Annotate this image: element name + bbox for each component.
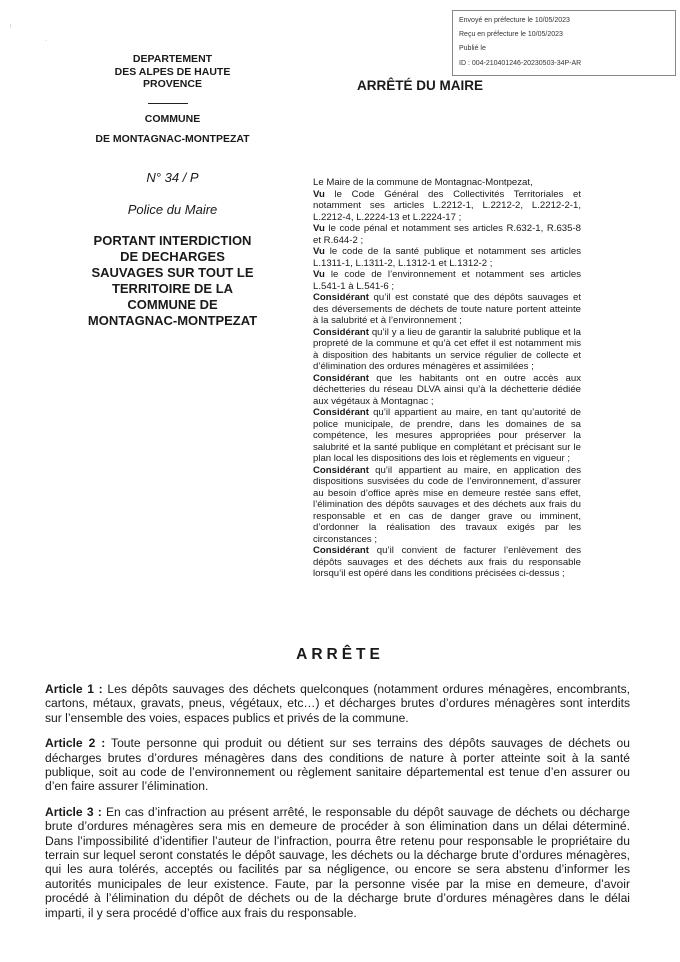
preamble-item — [313, 545, 581, 580]
subject-line: TERRITOIRE DE LA — [111, 281, 234, 296]
preamble-item — [313, 327, 581, 373]
preamble-item — [313, 189, 581, 224]
preamble-item — [313, 269, 581, 292]
item-lead: Considérant — [313, 464, 369, 476]
item-text: le Code Général des Collectivités Territoriales et notamment ses articles L.2212-1, L.2212-2, L.2212-2-1, L.2212-4, L.2224-13 et L.2224-17 ; — [313, 188, 581, 223]
article-label: Article 2 : — [45, 736, 106, 751]
article-text: En cas d’infraction au présent arrêté, le responsable du dépôt sauvage de déchets ou décharge brute d’ordures ménagères sera mis en demeure de procéder à son élimination dans un délai déterminé. Dans l’impossibilité d’identifier l’auteur de l’infraction, pourra être retenu pour responsable le propriétaire du terrain sur lequel seront constatés le dépôt sauvage, les déchets ou la décharge brute d’ordures ménagères, qui les aura tolérés, acceptés ou facilités par sa négligence, ou encore se sera abstenu d’informer les autorités municipales de leur existence. Faute, par la personne visée par la mise en demeure, d’avoir procédé à l’élimination du dépôt de déchets ou de la décharge brute d’ordures ménagères dans le délai imparti, il y sera procédé d’office aux frais du responsable. — [45, 804, 630, 920]
stamp-received: Reçu en préfecture le 10/05/2023 — [459, 31, 563, 38]
scan-speck: ˡ — [10, 25, 11, 31]
divider — [148, 103, 188, 104]
item-lead: Considérant — [313, 326, 369, 338]
item-text: que les habitants ont en outre accès aux déchetteries du réseau DLVA ainsi qu’à la déchetterie dédiée aux végétaux à Montagnac ; — [313, 372, 581, 407]
prefecture-stamp — [452, 10, 676, 76]
item-lead: Vu — [313, 188, 325, 200]
subject-line: DE DECHARGES — [120, 249, 225, 264]
item-text: qu’il appartient au maire, en application des dispositions susvisées du code de l’environnement, d’assurer au besoin d’office après mise en demeure restée sans effet, l’élimination des dépôts sauvages et des déchets aux frais du responsable et en cas de danger grave ou imminent, d’ordonner la réalisation des travaux exigés par les circonstances ; — [313, 464, 581, 545]
preamble-item — [313, 465, 581, 546]
article-text: Toute personne qui produit ou détient sur ses terrains des dépôts sauvages de déchets ou décharges brutes d’ordures ménagères dans des conditions de nature à porter atteinte soit à la santé publique, soit au code de l’environnement ou règlement sanitaire départemental est tenue d’en assurer ou d’en faire assurer l’élimination. — [45, 736, 630, 794]
stamp-sent: Envoyé en préfecture le 10/05/2023 — [459, 17, 570, 24]
preamble-item — [313, 292, 581, 327]
item-text: qu’il convient de facturer l’enlèvement des dépôts sauvages et des déchets aux frais du responsable lorsqu’il est opéré dans les conditions précisées ci-dessus ; — [313, 545, 581, 579]
article — [45, 682, 630, 725]
item-lead: Considérant — [313, 545, 369, 556]
stamp-id: ID : 004-210401246-20230503-34P-AR — [459, 60, 582, 67]
department-line: PROVENCE — [143, 78, 202, 90]
decree-number: N° 34 / P — [146, 170, 199, 185]
preamble-intro: Le Maire de la commune de Montagnac-Montpezat, — [313, 177, 533, 188]
preamble-item — [313, 223, 581, 246]
item-lead: Vu — [313, 223, 325, 234]
subject-line: SAUVAGES SUR TOUT LE — [91, 265, 254, 280]
article-text: Les dépôts sauvages des déchets quelconques (notamment ordures ménagères, encombrants, cartons, métaux, gravats, pneus, végétaux, etc…) et décharges brutes d’ordures ménagères sont interdits sur l’ensemble des voies, espaces publics et privés de la commune. — [45, 682, 630, 725]
item-text: qu’il est constaté que des dépôts sauvages et des déversements de déchets de toute nature portent atteinte à la salubrité et à l’environnement ; — [313, 292, 581, 326]
item-text: qu’il appartient au maire, en tant qu’autorité de police municipale, de prendre, dans les domaines de sa compétence, les mesures appropriées pour préserver la salubrité et la santé publique en complétant et précisant sur le plan local les dispositions des lois et règlements en vigueur ; — [313, 407, 581, 464]
subject-line: PORTANT INTERDICTION — [93, 233, 252, 248]
item-text: le code de la santé publique et notamment ses articles L.1311-1, L.1311-2, L.1312-1 et L.1312-2 ; — [313, 246, 581, 269]
department-line: DEPARTEMENT — [132, 53, 213, 65]
item-lead: Considérant — [313, 407, 369, 418]
item-text: qu’il y a lieu de garantir la salubrité publique et la propreté de la commune et qu’à cet effet il est notamment mis à disposition des habitants un service régulier de collecte et d’élimination des ordures ménagères et assimilées ; — [313, 326, 581, 372]
item-lead: Considérant — [313, 292, 369, 303]
subject-line: COMMUNE DE — [127, 297, 218, 312]
department-heading — [60, 53, 285, 91]
article-label: Article 3 : — [45, 804, 102, 819]
commune-name: DE MONTAGNAC-MONTPEZAT — [95, 133, 250, 145]
preamble-item — [313, 373, 581, 408]
article — [45, 736, 630, 794]
item-lead: Vu — [313, 269, 325, 280]
preamble-item — [313, 246, 581, 269]
item-text: le code de l’environnement et notamment ses articles L.541-1 à L.541-6 ; — [313, 269, 581, 292]
preamble-item — [313, 407, 581, 465]
item-lead: Considérant — [313, 372, 369, 384]
commune-label: COMMUNE — [144, 113, 201, 125]
page-title: ARRÊTÉ DU MAIRE — [356, 78, 483, 93]
item-lead: Vu — [313, 246, 325, 257]
articles — [45, 682, 630, 931]
decree-subject — [60, 233, 285, 329]
item-text: le code pénal et notamment ses articles R.632-1, R.635-8 et R.644-2 ; — [313, 223, 581, 246]
department-line: DES ALPES DE HAUTE — [114, 65, 231, 78]
preamble — [313, 177, 581, 580]
stamp-published: Publié le — [459, 45, 486, 52]
police-label: Police du Maire — [127, 202, 218, 217]
subject-line: MONTAGNAC-MONTPEZAT — [87, 313, 258, 328]
article — [45, 805, 630, 920]
scan-speck: · — [45, 38, 47, 44]
article-label: Article 1 : — [45, 682, 103, 696]
arrete-heading: ARRÊTE — [296, 646, 384, 663]
